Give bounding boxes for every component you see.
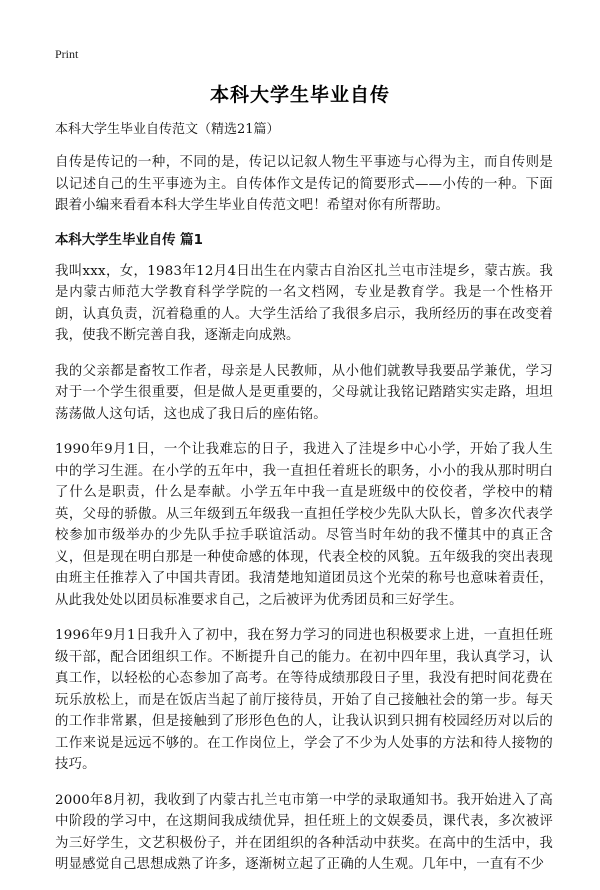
article-subtitle: 本科大学生毕业自传范文（精选21篇） xyxy=(55,122,280,137)
body-paragraph: 1990年9月1日，一个让我难忘的日子，我进入了洼堤乡中心小学，开始了我人生中的学习生涯。在小学的五年中，我一直担任着班长的职务，小小的我从那时明白了什么是职责，什么是奉献。小学五年中我一直是班级中的佼佼者，学校中的精英，父母的骄傲。从三年级到五年级我一直担任学校少先队大队长，曾多次代表学校参加市级举办的少先队手拉手联谊活动。尽管当时年幼的我不懂其中的真正含义，但是现在明白那是一种使命感的体现，代表全校的风貌。五年级我的突出表现由班主任推荐入了中国共青团。我清楚地知道团员这个光荣的称号也意味着责任，从此我处处以团员标准要求自己，之后被评为优秀团员和三好学生。 xyxy=(55,442,553,608)
body-paragraph: 2000年8月初，我收到了内蒙古扎兰屯市第一中学的录取通知书。我开始进入了高中阶段的学习中，在这期间我成绩优异，担任班上的文娱委员，课代表，多次被评为三好学生，文艺积极份子，并在团组织的各种活动中获奖。在高中的生活中，我明显感觉自己思想成熟了许多，逐渐树立起了正确的人生观。几年中，一直有不少 xyxy=(55,792,553,872)
intro-paragraph: 自传是传记的一种，不同的是，传记以记叙人物生平事迹与心得为主，而自传则是以记述自己的生平事迹为主。自传体作文是传记的简要形式——小传的一种。下面跟着小编来看看本科大学生毕业自传范文吧！希望对你有所帮助。 xyxy=(55,155,553,213)
body-paragraph: 我叫xxx，女，1983年12月4日出生在内蒙古自治区扎兰屯市洼堤乡，蒙古族。我是内蒙古师范大学教育科学学院的一名文档网，专业是教育学。我是一个性格开朗，认真负责，沉着稳重的人。大学生活给了我很多启示，我所经历的事在改变着我，使我不断完善自我，逐渐走向成熟。 xyxy=(55,263,553,343)
body-paragraph: 1996年9月1日我升入了初中，我在努力学习的同进也积极要求上进，一直担任班级干部，配合团组织工作。不断提升自己的能力。在初中四年里，我认真学习，认真工作，以轻松的心态参加了高考。在等待成绩那段日子里，我没有把时间花费在玩乐放松上，而是在饭店当起了前厅接待员，开始了自己接触社会的第一步。每天的工作非常累，但是接触到了形形色色的人，让我认识到只拥有校园经历对以后的工作来说是远远不够的。在工作岗位上，学会了不少为人处事的方法和待人接物的技巧。 xyxy=(55,628,553,772)
print-link[interactable]: Print xyxy=(55,47,79,61)
body-paragraph: 我的父亲都是畜牧工作者，母亲是人民教师，从小他们就教导我要品学兼优，学习对于一个学生很重要，但是做人是更重要的，父母就让我铭记踏踏实实走路，坦坦荡荡做人这句话，这也成了我日后的座佑铭。 xyxy=(55,363,553,422)
page-title: 本科大学生毕业自传 xyxy=(209,84,390,106)
article-body xyxy=(55,120,553,890)
section-heading: 本科大学生毕业自传 篇1 xyxy=(55,232,203,248)
